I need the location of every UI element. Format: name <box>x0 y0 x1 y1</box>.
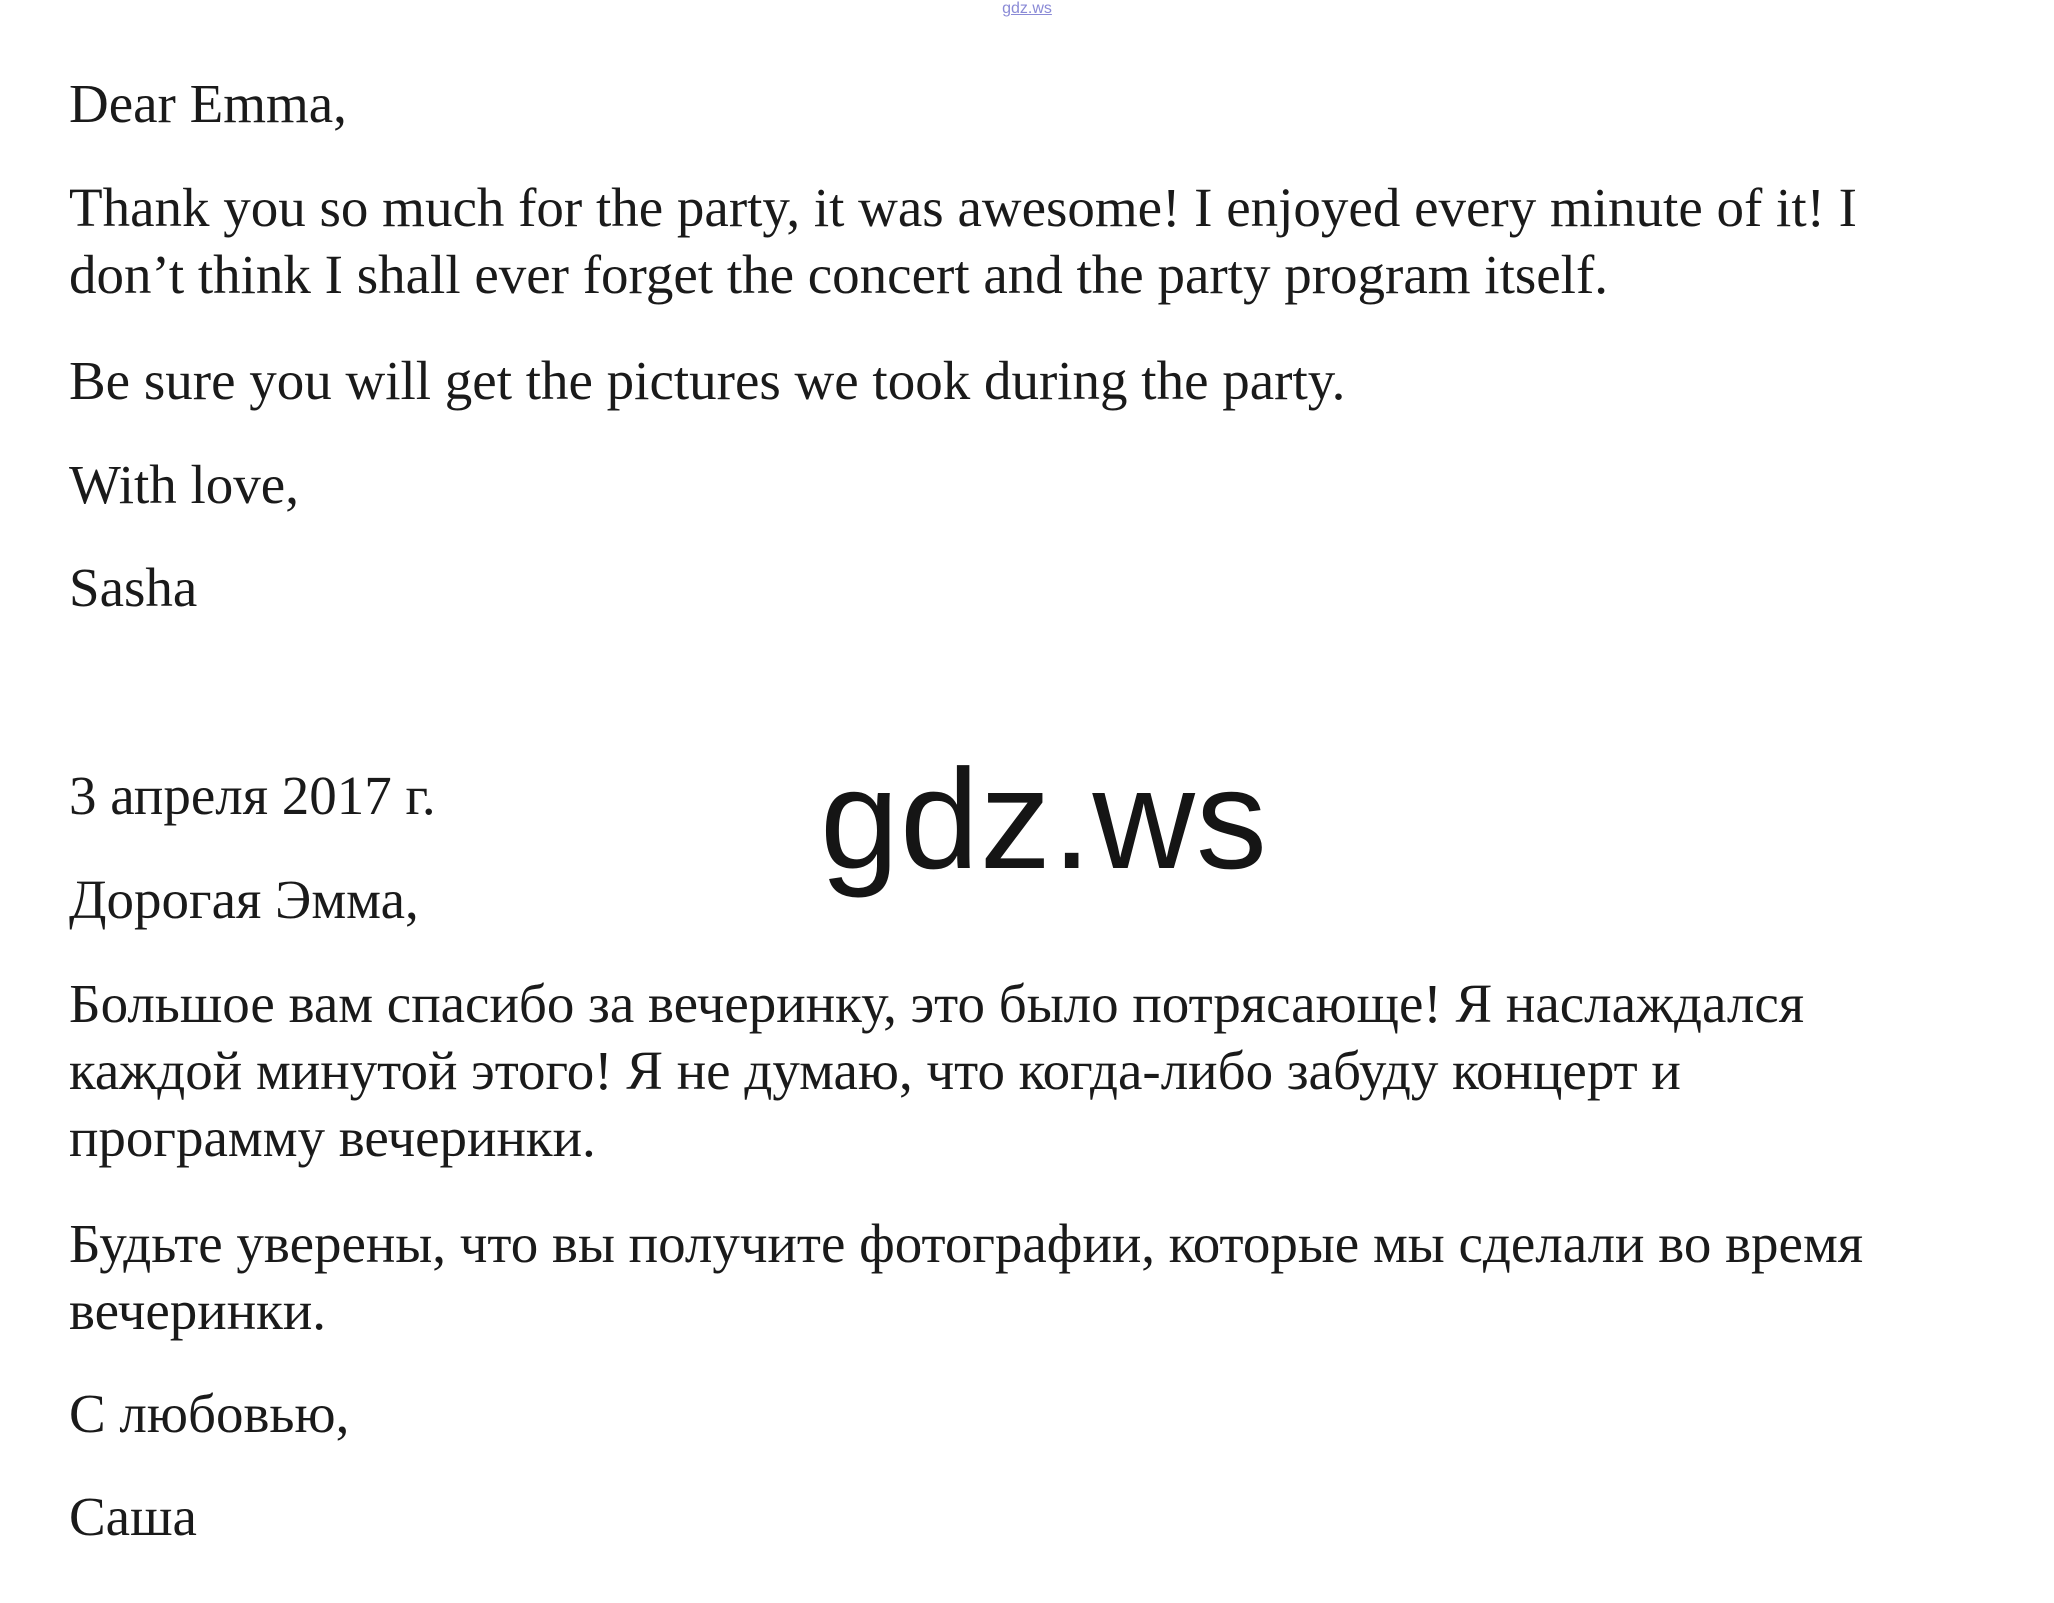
body-paragraph-ru <box>69 970 2029 1171</box>
body-paragraph-en <box>69 174 2029 308</box>
watermark-logo: gdz.ws <box>820 740 1268 899</box>
closing-en: With love, <box>69 454 299 515</box>
pictures-line-ru-2: вечеринки. <box>69 1280 327 1341</box>
pictures-paragraph-en: Be sure you will get the pictures we took during the party. <box>69 350 1346 411</box>
closing-ru: С любовью, <box>69 1383 350 1444</box>
date-ru: 3 апреля 2017 г. <box>69 765 436 826</box>
pictures-paragraph-ru <box>69 1210 2029 1344</box>
signature-en: Sasha <box>69 557 198 618</box>
signature-ru: Саша <box>69 1486 197 1547</box>
body-line-ru-2: каждой минутой этого! Я не думаю, что когда-либо забуду концерт и <box>69 1040 1681 1101</box>
body-line-ru-3: программу вечеринки. <box>69 1107 596 1168</box>
pictures-line-ru-1: Будьте уверены, что вы получите фотографии, которые мы сделали во время <box>69 1213 1864 1274</box>
greeting-ru: Дорогая Эмма, <box>69 869 419 930</box>
site-link[interactable]: gdz.ws <box>1002 0 1052 17</box>
greeting-en: Dear Emma, <box>69 73 347 134</box>
body-line-en-2: don’t think I shall ever forget the concert and the party program itself. <box>69 244 1609 305</box>
body-line-en-1: Thank you so much for the party, it was awesome! I enjoyed every minute of it! I <box>69 177 1857 238</box>
body-line-ru-1: Большое вам спасибо за вечеринку, это было потрясающе! Я наслаждался <box>69 973 1805 1034</box>
